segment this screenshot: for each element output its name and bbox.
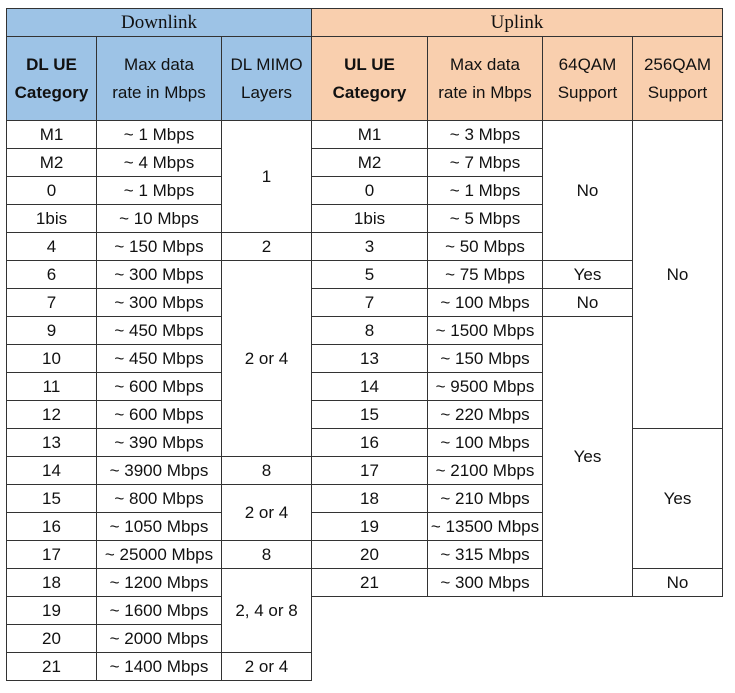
ul-category-cell: 20: [312, 541, 428, 569]
dl-rate-cell: ~ 3900 Mbps: [97, 457, 222, 485]
empty-uplink-cell: [312, 597, 723, 625]
dl-rate-cell: ~ 300 Mbps: [97, 289, 222, 317]
ul-category-cell: 8: [312, 317, 428, 345]
dl-mimo-cell: 8: [222, 457, 312, 485]
ul-rate-cell: ~ 3 Mbps: [428, 121, 543, 149]
dl-rate-cell: ~ 390 Mbps: [97, 429, 222, 457]
ul-category-cell: 0: [312, 177, 428, 205]
dl-rate-cell: ~ 450 Mbps: [97, 317, 222, 345]
downlink-group-header: Downlink: [7, 9, 312, 37]
ul-category-cell: 13: [312, 345, 428, 373]
ul-rate-cell: ~ 50 Mbps: [428, 233, 543, 261]
qam256-cell: No: [633, 569, 723, 597]
table-row: [7, 121, 723, 149]
dl-category-cell: 15: [7, 485, 97, 513]
ul-rate-cell: ~ 13500 Mbps: [428, 513, 543, 541]
table-row: [7, 597, 723, 625]
dl-mimo-header: DL MIMO Layers: [222, 37, 312, 121]
dl-category-cell: 7: [7, 289, 97, 317]
dl-rate-cell: ~ 1400 Mbps: [97, 653, 222, 681]
ul-category-cell: 17: [312, 457, 428, 485]
table-row: [7, 289, 723, 317]
dl-category-cell: M2: [7, 149, 97, 177]
ul-rate-cell: ~ 220 Mbps: [428, 401, 543, 429]
ul-rate-cell: ~ 1500 Mbps: [428, 317, 543, 345]
ul-category-cell: 1bis: [312, 205, 428, 233]
empty-uplink-cell: [312, 653, 723, 681]
ul-rate-cell: ~ 100 Mbps: [428, 429, 543, 457]
dl-rate-cell: ~ 300 Mbps: [97, 261, 222, 289]
dl-mimo-cell: 1: [222, 121, 312, 233]
dl-rate-cell: ~ 2000 Mbps: [97, 625, 222, 653]
dl-category-cell: 18: [7, 569, 97, 597]
dl-rate-cell: ~ 10 Mbps: [97, 205, 222, 233]
dl-category-cell: M1: [7, 121, 97, 149]
ue-category-table: [6, 8, 723, 681]
ul-category-header: UL UE Category: [312, 37, 428, 121]
uplink-group-header: Uplink: [312, 9, 723, 37]
ul-rate-cell: ~ 150 Mbps: [428, 345, 543, 373]
qam64-cell: No: [543, 121, 633, 261]
dl-rate-cell: ~ 600 Mbps: [97, 373, 222, 401]
dl-category-cell: 20: [7, 625, 97, 653]
dl-rate-cell: ~ 25000 Mbps: [97, 541, 222, 569]
dl-mimo-cell: 8: [222, 541, 312, 569]
dl-category-cell: 4: [7, 233, 97, 261]
ul-rate-cell: ~ 210 Mbps: [428, 485, 543, 513]
ul-category-cell: 7: [312, 289, 428, 317]
ul-category-cell: 14: [312, 373, 428, 401]
dl-category-cell: 17: [7, 541, 97, 569]
ul-rate-cell: ~ 75 Mbps: [428, 261, 543, 289]
qam64-cell: Yes: [543, 317, 633, 597]
dl-mimo-cell: 2 or 4: [222, 653, 312, 681]
ul-category-cell: 16: [312, 429, 428, 457]
empty-uplink-cell: [312, 625, 723, 653]
dl-category-cell: 14: [7, 457, 97, 485]
ul-category-cell: M1: [312, 121, 428, 149]
ul-rate-cell: ~ 5 Mbps: [428, 205, 543, 233]
dl-category-cell: 12: [7, 401, 97, 429]
dl-category-cell: 0: [7, 177, 97, 205]
table-row: [7, 317, 723, 345]
dl-rate-cell: ~ 450 Mbps: [97, 345, 222, 373]
ul-rate-cell: ~ 1 Mbps: [428, 177, 543, 205]
table-body: [7, 121, 723, 681]
dl-category-cell: 10: [7, 345, 97, 373]
dl-rate-cell: ~ 1 Mbps: [97, 177, 222, 205]
dl-rate-cell: ~ 1 Mbps: [97, 121, 222, 149]
table-row: [7, 261, 723, 289]
qam256-cell: No: [633, 121, 723, 429]
dl-category-cell: 9: [7, 317, 97, 345]
dl-category-cell: 13: [7, 429, 97, 457]
ul-rate-cell: ~ 100 Mbps: [428, 289, 543, 317]
qam64-cell: Yes: [543, 261, 633, 289]
ul-category-cell: 18: [312, 485, 428, 513]
dl-mimo-cell: 2, 4 or 8: [222, 569, 312, 653]
dl-rate-header: Max data rate in Mbps: [97, 37, 222, 121]
table-row: [7, 653, 723, 681]
dl-rate-cell: ~ 1600 Mbps: [97, 597, 222, 625]
dl-category-cell: 21: [7, 653, 97, 681]
qam256-header: 256QAM Support: [633, 37, 723, 121]
dl-category-header: DL UE Category: [7, 37, 97, 121]
dl-mimo-cell: 2 or 4: [222, 261, 312, 457]
dl-rate-cell: ~ 800 Mbps: [97, 485, 222, 513]
qam256-cell: Yes: [633, 429, 723, 569]
dl-mimo-cell: 2: [222, 233, 312, 261]
ul-rate-cell: ~ 7 Mbps: [428, 149, 543, 177]
dl-rate-cell: ~ 1050 Mbps: [97, 513, 222, 541]
ul-rate-cell: ~ 9500 Mbps: [428, 373, 543, 401]
qam64-cell: No: [543, 289, 633, 317]
dl-category-cell: 1bis: [7, 205, 97, 233]
ul-rate-header: Max data rate in Mbps: [428, 37, 543, 121]
ul-category-cell: 21: [312, 569, 428, 597]
table-row: [7, 625, 723, 653]
ul-rate-cell: ~ 2100 Mbps: [428, 457, 543, 485]
dl-rate-cell: ~ 600 Mbps: [97, 401, 222, 429]
ul-category-cell: 15: [312, 401, 428, 429]
ul-rate-cell: ~ 315 Mbps: [428, 541, 543, 569]
dl-category-cell: 19: [7, 597, 97, 625]
ul-category-cell: M2: [312, 149, 428, 177]
dl-mimo-cell: 2 or 4: [222, 485, 312, 541]
ul-category-cell: 19: [312, 513, 428, 541]
dl-rate-cell: ~ 1200 Mbps: [97, 569, 222, 597]
ul-rate-cell: ~ 300 Mbps: [428, 569, 543, 597]
qam64-header: 64QAM Support: [543, 37, 633, 121]
dl-rate-cell: ~ 4 Mbps: [97, 149, 222, 177]
dl-category-cell: 11: [7, 373, 97, 401]
dl-rate-cell: ~ 150 Mbps: [97, 233, 222, 261]
ul-category-cell: 5: [312, 261, 428, 289]
dl-category-cell: 6: [7, 261, 97, 289]
dl-category-cell: 16: [7, 513, 97, 541]
ul-category-cell: 3: [312, 233, 428, 261]
